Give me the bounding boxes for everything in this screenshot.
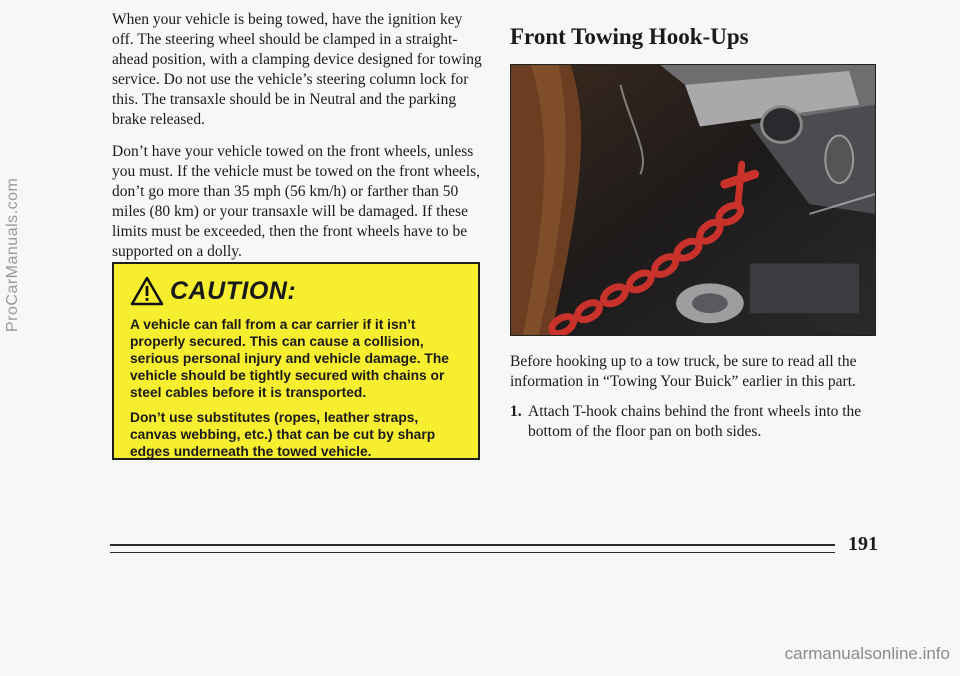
- section-title: Front Towing Hook-Ups: [510, 24, 749, 49]
- left-column: [112, 10, 484, 274]
- caution-header: [130, 276, 464, 306]
- front-wheel-towing-paragraph: Don’t have your vehicle towed on the front wheels, unless you must. If the vehicle must be towed on the front wheels, don’t go more than 35 mph (56 km/h) or farther than 50 miles (80 km) or your transaxle will be damaged. If these limits must be exceeded, then the front wheels have to be supported on a dolly.: [112, 143, 481, 260]
- towing-hookup-photo: [510, 64, 876, 336]
- step-1: [510, 402, 882, 442]
- step-text: Attach T-hook chains behind the front wheels into the bottom of the floor pan on both sides.: [528, 403, 862, 440]
- caution-text-2: Don’t use substitutes (ropes, leather straps, canvas webbing, etc.) that can be cut by sharp edges underneath the towed vehicle.: [130, 410, 436, 459]
- undercarriage-chain-photo: [511, 65, 875, 335]
- before-hooking-paragraph: Before hooking up to a tow truck, be sure to read all the information in “Towing Your Buick” earlier in this part.: [510, 353, 857, 390]
- side-watermark: ProCarManuals.com: [4, 177, 21, 333]
- right-body-text: [510, 352, 882, 442]
- caution-title: CAUTION:: [170, 276, 297, 305]
- caution-text-1: A vehicle can fall from a car carrier if it isn’t properly secured. This can cause a collision, serious personal injury and vehicle damage. The vehicle should be tightly secured with chains or steel cables before it is transported.: [130, 317, 449, 400]
- right-column: [510, 10, 880, 58]
- footer-rule-thick: [110, 544, 835, 546]
- footer-rule-thin: [110, 552, 835, 553]
- step-number: 1.: [510, 403, 522, 420]
- bottom-watermark: carmanualsonline.info: [784, 644, 950, 663]
- caution-box: [112, 262, 480, 460]
- page-number: 191: [848, 533, 878, 555]
- warning-triangle-icon: [130, 276, 164, 306]
- towing-instructions-paragraph: When your vehicle is being towed, have the ignition key off. The steering wheel should be clamped in a straight-ahead position, with a clamping device designed for towing service. Do not use the vehicle’s steering column lock for this. The transaxle should be in Neutral and the parking brake released.: [112, 11, 482, 128]
